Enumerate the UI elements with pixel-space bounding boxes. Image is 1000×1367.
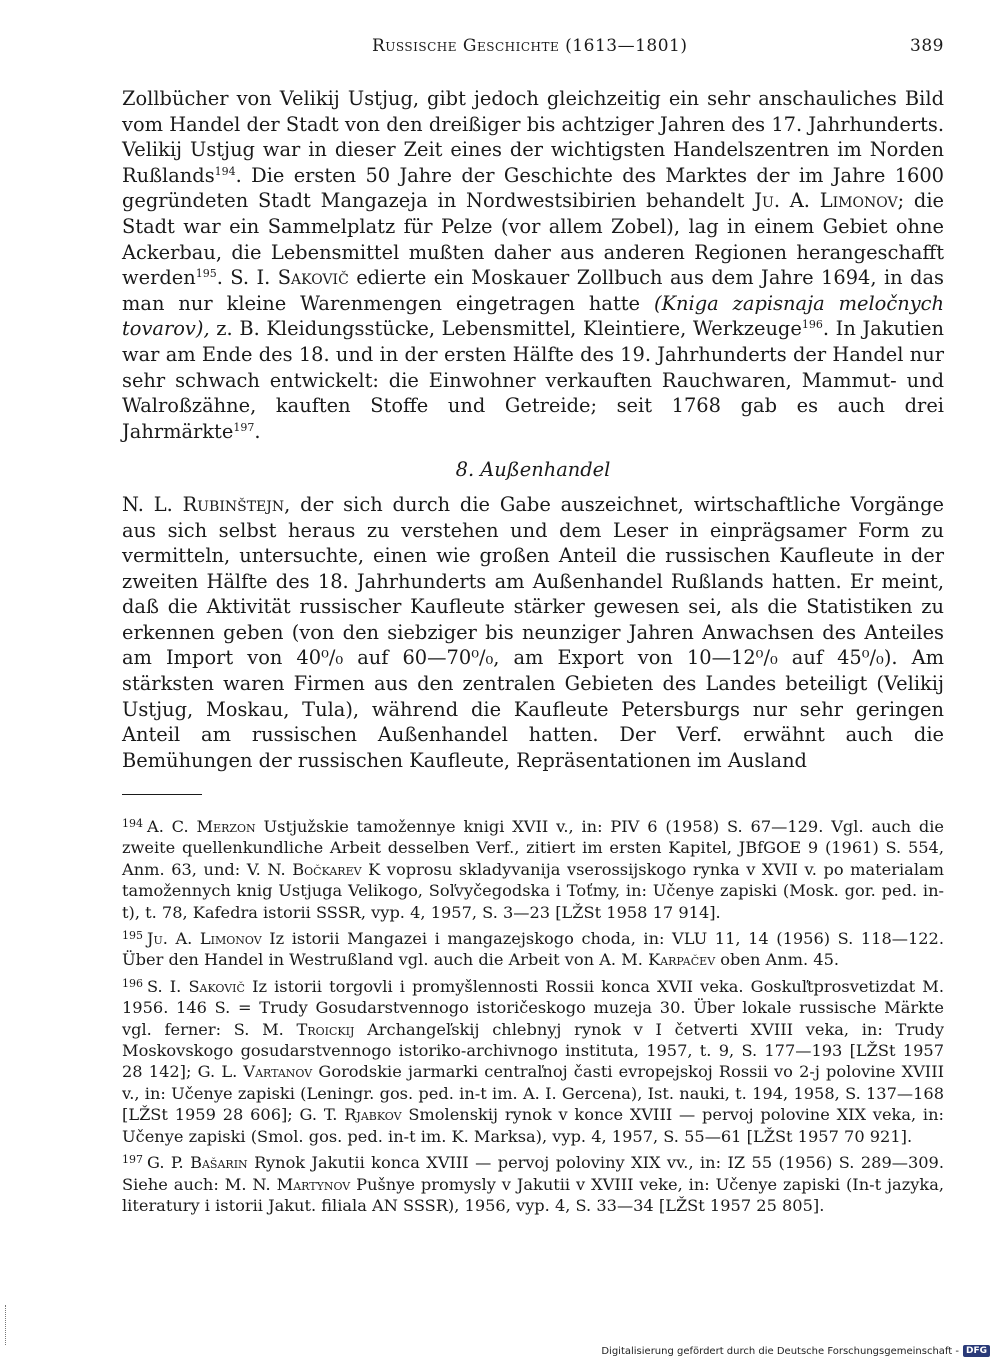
author-name: Ju. A. Limonov bbox=[754, 189, 898, 213]
footnote-197 bbox=[122, 1149, 944, 1216]
author-name: N. L. Rubinštejn bbox=[122, 492, 285, 516]
author-name: Vartanov bbox=[243, 1062, 313, 1082]
author-name: Ju. A. Limonov bbox=[147, 929, 262, 949]
text-run: , der sich durch die Gabe auszeichnet, wirtschaftliche Vorgänge aus sich selbst heraus zu verstehen und dem Leser in einprägsamer Form zu vermitteln, untersuchte, einen wie großen Anteil die russischen Kaufleute in der zweiten Hälfte des 18. Jahrhunderts am Außenhandel Rußlands hatten. Er meint, daß die Aktivität russischer Kaufleute stärker gewesen sei, als die Statistiken zu erkennen geben (von den siebziger bis neunziger Jahren Anwachsen des Anteiles am Import von 40⁰/₀ auf 60—70⁰/₀, am Export von 10—12⁰/₀ auf 45⁰/₀). Am stärksten waren Firmen aus den zentralen Gebieten des Landes beteiligt (Velikij Ustjug, Moskau, Tula), während die Kaufleute Petersburgs nur sehr geringen Anteil am russischen Außenhandel hatten. Der Verf. erwähnt auch die Bemühungen der russischen Kaufleute, Repräsentationen im Ausland bbox=[122, 492, 944, 772]
footnote-ref-196[interactable]: 196 bbox=[801, 318, 823, 332]
author-name: Bočkarev bbox=[292, 859, 362, 879]
author-name: Sakovič bbox=[277, 266, 349, 290]
text-run: Archangeľskij chlebnyj rynok v I četverti XVIII veka, in: Trudy Moskovskogo gosudarstvennogo istoriko-archivnogo instituta, 1957, t. 9, S. 177—193 [LŽSt 1957 28 142]; G. L. bbox=[122, 1019, 944, 1082]
footnote-195 bbox=[122, 925, 944, 971]
author-name: Karpačev bbox=[648, 950, 716, 970]
text-run: . S. I. bbox=[216, 266, 278, 290]
author-name: S. I. Sakovič bbox=[147, 976, 245, 996]
margin-marks bbox=[5, 1305, 8, 1345]
running-title: Russische Geschichte (1613—1801) bbox=[372, 36, 688, 56]
digitization-credit bbox=[601, 1343, 990, 1359]
text-run: Iz istorii Mangazei i mangazejskogo choda, in: VLU 11, 14 (1956) S. 118—122. Über den Handel in Westrußland vgl. auch die Arbeit von A. M. bbox=[122, 929, 944, 970]
footnote-number: 195 bbox=[122, 929, 143, 943]
page-number: 389 bbox=[910, 36, 944, 56]
text-run: . In Jakutien war am Ende des 18. und in der ersten Hälfte des 19. Jahrhunderts der Handel nur sehr schwach entwickelt: die Einwohner verkauften Rauchwaren, Mammut- und Walroßzähne, kauften Stoffe und Getreide; seit 1768 gab es auch drei Jahrmärkte bbox=[122, 317, 944, 443]
footnote-ref-194[interactable]: 194 bbox=[214, 164, 236, 178]
author-name: G. P. Bašarin bbox=[147, 1153, 248, 1173]
dfg-logo-icon: DFG bbox=[963, 1345, 990, 1357]
text-run: Iz istorii torgovli i promyšlennosti Rossii konca XVII veka. Goskuľtprosvetizdat M. 1956. 146 S. = Trudy Gosudarstvennogo istoričeskogo muzeja 30. Über lokale russische Märkte vgl. ferner: S. M. bbox=[122, 976, 944, 1039]
text-run: . Die ersten 50 Jahre der Geschichte des Marktes der im Jahre 1600 gegründeten Stadt Mangazeja in Nordwestsibirien behandelt bbox=[122, 163, 944, 213]
text-run: z. B. Kleidungsstücke, Lebensmittel, Kleintiere, Werkzeuge bbox=[209, 317, 802, 341]
text-run: . bbox=[254, 419, 261, 443]
section-heading: 8. Außenhandel bbox=[455, 458, 611, 482]
text-run: Pušnye promysly v Jakutii v XVIII veke, in: Učenye zapiski (In-t jazyka, literatury i istorii Jakut. filiala AN SSSR), 1956, vyp. 4, S. 33—34 [LŽSt 1957 25 805]. bbox=[122, 1174, 944, 1215]
footnote-number: 196 bbox=[122, 976, 143, 990]
footnote-ref-195[interactable]: 195 bbox=[195, 267, 217, 281]
text-run: Smolenskij rynok v konce XVIII — pervoj polovine XIX veka, in: Učenye zapiski (Smol. gos. ped. in-t im. K. Marksa), vyp. 4, 1957, S. 55—61 [LŽSt 1957 70 921]. bbox=[122, 1105, 944, 1146]
text-run: K voprosu skladyvanija vserossijskogo rynka v XVII v. po materialam tamožennych knig Ustjuga Velikogo, Soľvyčegodska i Toťmy, in: Učenye zapiski (Mosk. gor. ped. in-t), t. 78, Kafedra istorii SSSR, vyp. 4, 1957, S. 3—23 [LŽSt 1958 17 914]. bbox=[122, 859, 944, 922]
body-text bbox=[122, 86, 944, 773]
footnote-number: 197 bbox=[122, 1153, 143, 1167]
footnote-ref-197[interactable]: 197 bbox=[233, 420, 255, 434]
paragraph-2 bbox=[122, 492, 944, 774]
text-run: ; die Stadt war ein Sammelplatz für Pelze (vor allem Zobel), lag in einem Gebiet ohne Ackerbau, die Lebensmittel mußten daher aus anderen Regionen herangeschafft werden bbox=[122, 189, 944, 290]
page-header bbox=[120, 36, 944, 62]
text-run: oben Anm. 45. bbox=[715, 950, 840, 970]
book-title: (Kniga zapisnaja meločnych tovarov), bbox=[122, 291, 944, 341]
author-name: Rjabkov bbox=[344, 1105, 402, 1125]
text-run: Ustjužskie tamožennye knigi XVII v., in: PIV 6 (1958) S. 67—129. Vgl. auch die zweite quellenkundliche Arbeit desselben Verf., zitiert im ersten Kapitel, JBfGOE 9 (1961) S. 554, Anm. 63, und: V. N. bbox=[122, 817, 944, 879]
credit-text: Digitalisierung gefördert durch die Deutsche Forschungsgemeinschaft - bbox=[601, 1345, 959, 1357]
footnote-196 bbox=[122, 973, 944, 1147]
author-name: Martynov bbox=[276, 1174, 351, 1194]
footnotes bbox=[122, 813, 944, 1218]
footnote-divider bbox=[122, 794, 202, 795]
text-run: Zollbücher von Velikij Ustjug, gibt jedoch gleichzeitig ein sehr anschauliches Bild vom Handel der Stadt von den dreißiger bis achtziger Jahren des 17. Jahrhunderts. Velikij Ustjug war in dieser Zeit eines der wichtigsten Handelszentren im Norden Rußlands bbox=[122, 87, 944, 187]
author-name: A. C. Merzon bbox=[147, 817, 256, 836]
paragraph-1 bbox=[122, 86, 944, 444]
text-run: Gorodskie jarmarki centraľnoj časti evropejskoj Rossii vo 2-j polovine XVIII v., in: Učenye zapiski (Leningr. gos. ped. in-t im. A. I. Gercena), Ist. nauki, t. 194, 1958, S. 137—168 [LŽSt 1959 28 606]; G. T. bbox=[122, 1062, 944, 1125]
text-run: edierte ein Moskauer Zollbuch aus dem Jahre 1694, in das man nur kleine Warenmengen eingetragen hatte bbox=[122, 266, 944, 315]
text-run: Rynok Jakutii konca XVIII — pervoj poloviny XIX vv., in: IZ 55 (1956) S. 289—309. Siehe auch: M. N. bbox=[122, 1153, 945, 1194]
footnote-194 bbox=[122, 813, 944, 923]
footnote-number: 194 bbox=[122, 817, 143, 830]
author-name: Troickij bbox=[296, 1019, 355, 1039]
